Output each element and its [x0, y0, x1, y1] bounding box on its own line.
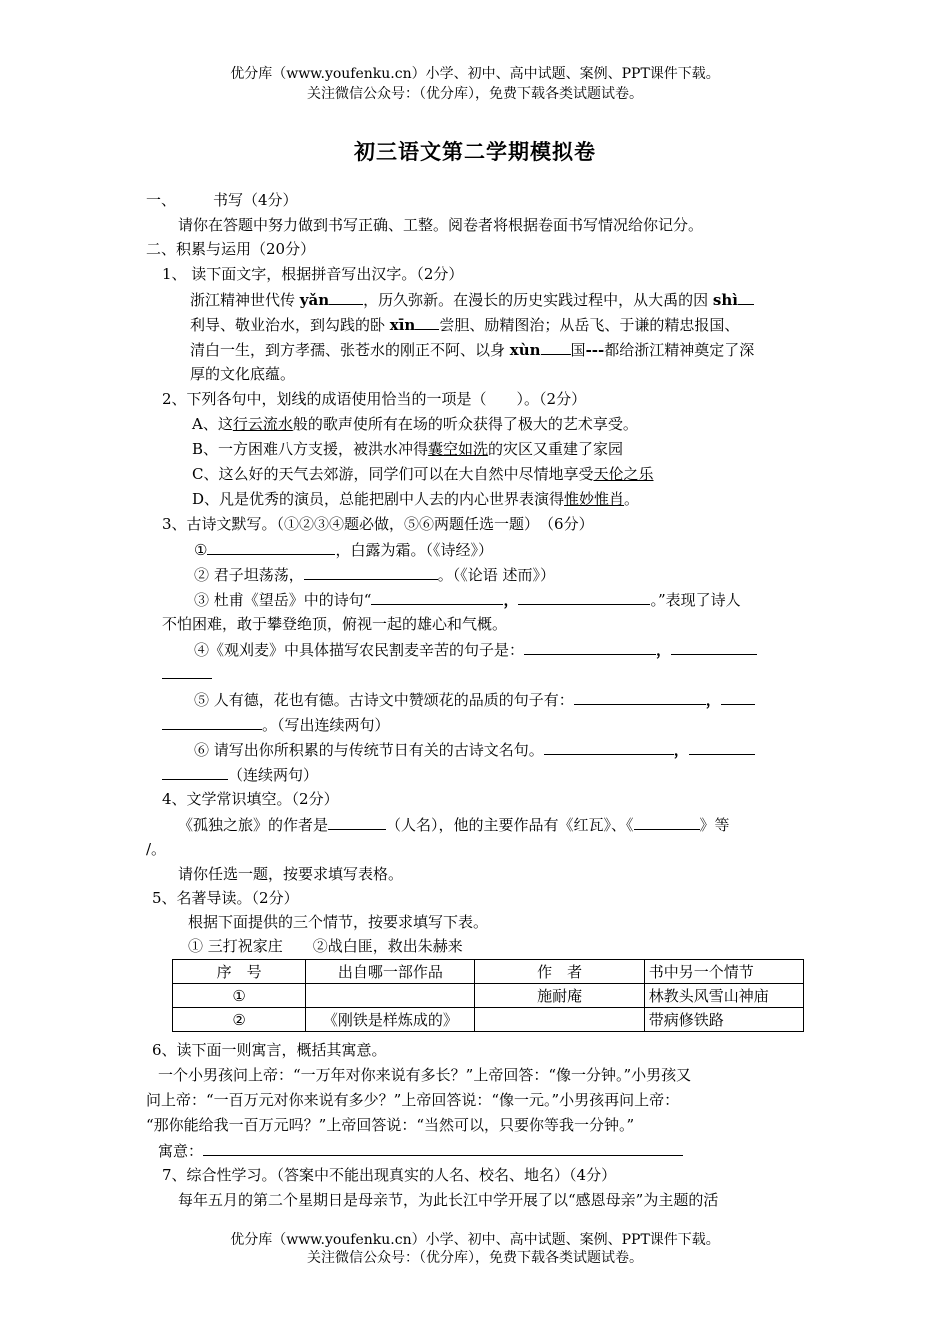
- q7-line-1: 每年五月的第二个星期日是母亲节，为此长江中学开展了以“感恩母亲”为主题的活: [178, 1191, 719, 1209]
- table-header: 书中另一个情节: [644, 960, 803, 984]
- q2-option-d[interactable]: D、凡是优秀的演员，总能把剧中人去的内心世界表演得惟妙惟肖。: [192, 490, 640, 508]
- q4-line-3: 请你任选一题，按要求填写表格。: [178, 865, 404, 883]
- q3-item-2: ② 君子坦荡荡， 。（《论语 述而》）: [194, 566, 556, 584]
- q5-line-1: 根据下面提供的三个情节，按要求填写下表。: [188, 913, 489, 931]
- q3-item-1: ① ，白露为霜。（《诗经》）: [194, 541, 493, 559]
- answer-blank[interactable]: [162, 714, 262, 730]
- q6-stem: 6、读下面一则寓言，概括其寓意。: [152, 1041, 387, 1059]
- q3-item-5-cont: 。（写出连续两句）: [162, 714, 390, 735]
- footer-line-2: 关注微信公众号：（优分库），免费下载各类试题试卷。: [307, 1250, 643, 1266]
- table-cell: ②: [173, 1008, 306, 1032]
- table-header-row: [173, 960, 804, 984]
- section-1-body: 请你在答题中努力做到书写正确、工整。阅卷者将根据卷面书写情况给你记分。: [178, 216, 704, 234]
- q7-stem: 7、综合性学习。（答案中不能出现真实的人名、校名、地名）（4分）: [162, 1166, 617, 1184]
- q3-item-6-cont: （连续两句）: [162, 764, 318, 785]
- table-header: 作 者: [475, 960, 644, 984]
- table-header: 序 号: [173, 960, 306, 984]
- q6-line-2: 问上帝：“一百万元对你来说有多少？”上帝回答说：“像一元。”小男孩再问上帝：: [146, 1091, 680, 1109]
- section-2-heading: 二、积累与运用（20分）: [146, 240, 316, 258]
- q2-option-b[interactable]: B、一方困难八方支援，被洪水冲得囊空如洗的灾区又重建了家园: [192, 440, 624, 458]
- answer-blank[interactable]: [328, 814, 386, 830]
- table-header: 出自哪一部作品: [306, 960, 475, 984]
- q1-line-3: 清白一生，到方孝孺、张苍水的刚正不阿、以身 xùn 国---都给浙江精神奠定了深: [190, 341, 755, 359]
- q6-line-3: “那你能给我一百万元吗？”上帝回答说：“当然可以，只要你等我一分钟。”: [146, 1116, 635, 1134]
- q6-moral: 寓意：: [158, 1140, 683, 1161]
- pinyin-yan: yǎn: [299, 291, 330, 309]
- pinyin-xin: xīn: [389, 316, 416, 334]
- answer-blank[interactable]: [518, 589, 650, 605]
- pinyin-xun: xùn: [509, 341, 541, 359]
- q6-line-1: 一个小男孩问上帝：“一万年对你来说有多长？”上帝回答：“像一分钟。”小男孩又: [158, 1066, 692, 1084]
- q4-line-1: 《孤独之旅》的作者是 （人名），他的主要作品有《红瓦》、《 》等: [178, 816, 730, 834]
- answer-blank[interactable]: [304, 564, 438, 580]
- table-cell: 带病修铁路: [644, 1008, 803, 1032]
- q3-item-4: ④《观刈麦》中具体描写农民割麦辛苦的句子是： ，: [194, 639, 757, 660]
- q2-stem: 2、下列各句中，划线的成语使用恰当的一项是（ ）。（2分）: [162, 390, 587, 408]
- answer-blank[interactable]: [574, 689, 706, 705]
- answer-blank[interactable]: [689, 739, 755, 755]
- q5-line-2: ① 三打祝家庄 ②战白匪，救出朱赫来: [188, 937, 463, 955]
- table-cell: 林教头风雪山神庙: [644, 984, 803, 1008]
- q3-item-3-cont: 不怕困难，敢于攀登绝顶，俯视一起的雄心和气概。: [162, 615, 508, 633]
- q1-line-4: 厚的文化底蕴。: [190, 365, 296, 383]
- q4-stem: 4、文学常识填空。（2分）: [162, 790, 339, 808]
- page-title: 初三语文第二学期模拟卷: [354, 139, 596, 164]
- answer-blank[interactable]: [721, 689, 755, 705]
- q2-option-a[interactable]: A、这行云流水般的歌声使所有在场的听众获得了极大的艺术享受。: [192, 415, 638, 433]
- answer-blank[interactable]: [162, 678, 212, 679]
- q1-line-1: 浙江精神世代传 yǎn ，历久弥新。在漫长的历史实践过程中，从大禹的因 shì: [190, 289, 754, 310]
- reading-table: [172, 959, 804, 1032]
- answer-blank[interactable]: [415, 314, 439, 330]
- q1-stem: 1、 读下面文字，根据拼音写出汉字。（2分）: [162, 265, 464, 283]
- q2-option-c[interactable]: C、这么好的天气去郊游，同学们可以在大自然中尽情地享受天伦之乐: [192, 465, 654, 483]
- table-cell[interactable]: [475, 1008, 644, 1032]
- q1-line-2: 利导、敬业治水，到勾践的卧 xīn 尝胆、励精图治；从岳飞、于谦的精忠报国、: [190, 316, 740, 334]
- pinyin-shi: shì: [712, 291, 738, 309]
- answer-blank[interactable]: [371, 589, 503, 605]
- footer-line-1: 优分库（www.youfenku.cn）小学、初中、高中试题、案例、PPT课件下载。: [230, 1232, 720, 1248]
- q3-item-5: ⑤ 人有德，花也有德。古诗文中赞颂花的品质的句子有： ，: [194, 689, 755, 710]
- answer-blank[interactable]: [541, 339, 571, 355]
- answer-blank[interactable]: [671, 639, 757, 655]
- section-1-heading: 书写（4分）: [213, 191, 298, 209]
- q3-item-6: ⑥ 请写出你所积累的与传统节日有关的古诗文名句。 ，: [194, 739, 755, 760]
- table-cell: 施耐庵: [475, 984, 644, 1008]
- q5-stem: 5、名著导读。（2分）: [152, 889, 299, 907]
- table-row: [173, 984, 804, 1008]
- q3-item-3: ③ 杜甫《望岳》中的诗句“ ， 。”表现了诗人: [194, 591, 741, 609]
- header-line-1: 优分库（www.youfenku.cn）小学、初中、高中试题、案例、PPT课件下载。: [230, 66, 720, 82]
- answer-blank[interactable]: [738, 289, 754, 305]
- section-1-number: 一、: [146, 191, 177, 209]
- table-cell: 《刚铁是样炼成的》: [306, 1008, 475, 1032]
- q4-line-2: /。: [146, 840, 167, 858]
- table-cell[interactable]: [306, 984, 475, 1008]
- answer-blank[interactable]: [207, 539, 335, 555]
- answer-blank[interactable]: [544, 739, 674, 755]
- answer-blank[interactable]: [162, 764, 228, 780]
- answer-blank[interactable]: [524, 639, 656, 655]
- answer-blank[interactable]: [329, 289, 363, 305]
- answer-blank[interactable]: [634, 814, 700, 830]
- moral-answer-blank[interactable]: [203, 1140, 683, 1156]
- table-cell: ①: [173, 984, 306, 1008]
- header-line-2: 关注微信公众号：（优分库），免费下载各类试题试卷。: [307, 86, 643, 102]
- q3-stem: 3、古诗文默写。（①②③④题必做，⑤⑥两题任选一题） （6分）: [162, 515, 594, 533]
- table-row: [173, 1008, 804, 1032]
